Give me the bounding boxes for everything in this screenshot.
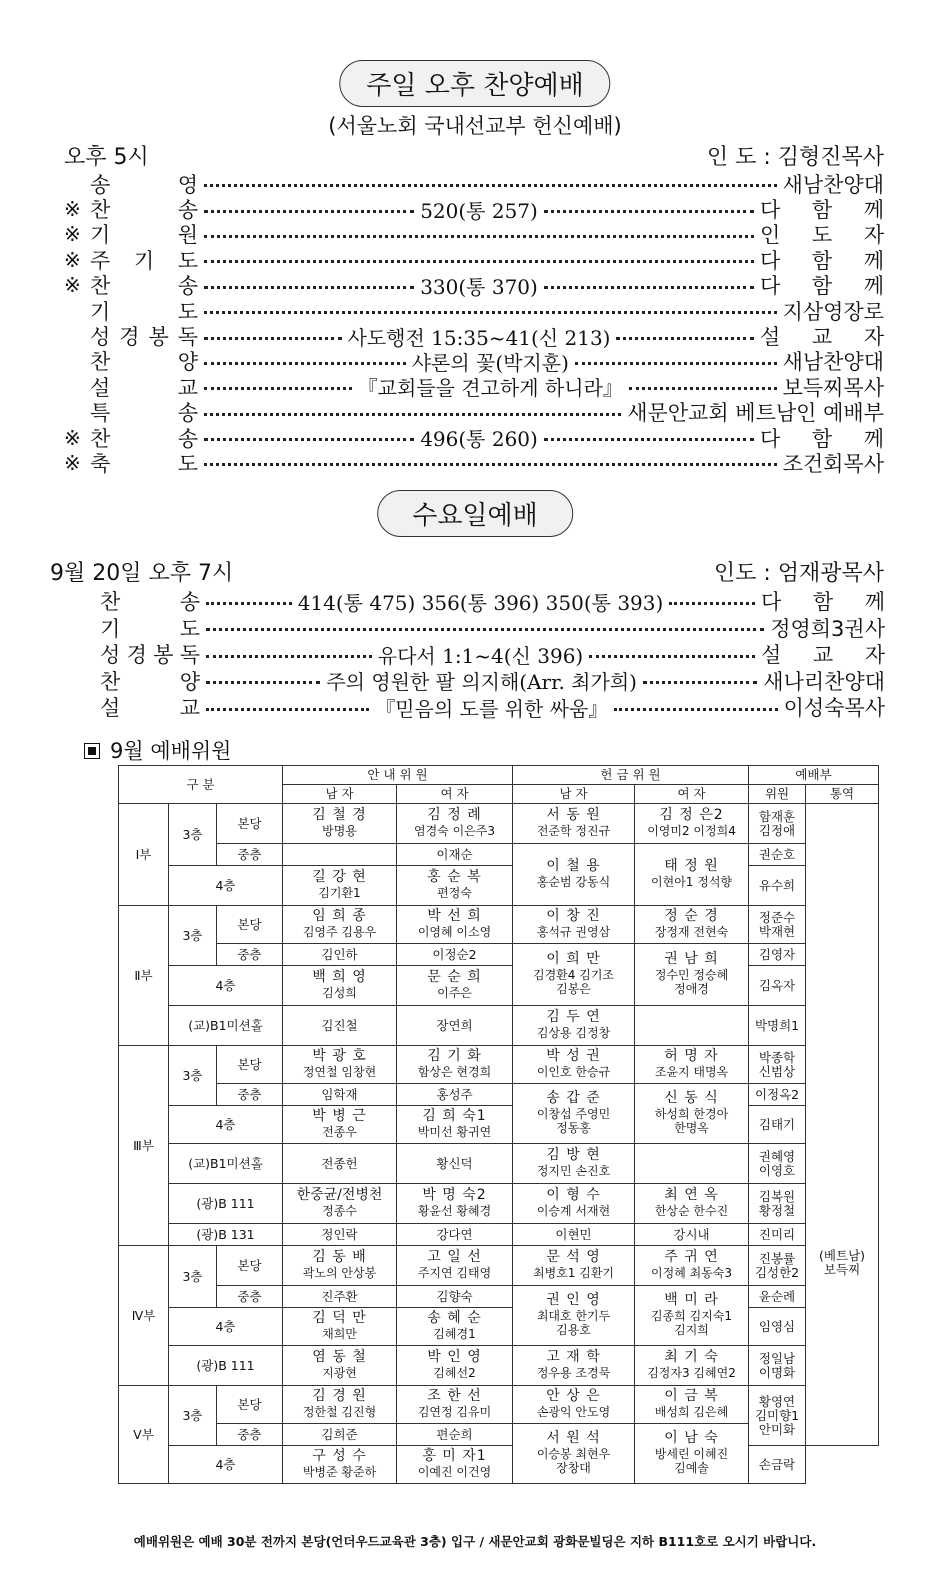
cell: 박 선 희 이영혜 이소영	[397, 906, 513, 944]
cell: 문 순 희 이주은	[397, 966, 513, 1006]
cell: 김희준	[283, 1424, 397, 1446]
loc-main-hall: 본당	[217, 906, 283, 944]
program-item-name: 특 송	[90, 401, 198, 426]
sunday-title: 주일 오후 찬양예배	[339, 60, 610, 107]
cell: 구 성 수 박병준 황준하	[283, 1446, 397, 1484]
cell: 권 인 영 최대호 한기두 김용호	[513, 1286, 635, 1346]
cell: 이현민	[513, 1224, 635, 1246]
loc-mezzanine: 중층	[217, 944, 283, 966]
dot-leader	[204, 195, 754, 224]
floor-4: 4층	[169, 1446, 283, 1484]
program-item-name: 기 도	[100, 616, 200, 641]
floor-3: 3층	[169, 1386, 217, 1446]
loc-b111: (광)B 111	[169, 1346, 283, 1386]
wednesday-order-of-service	[100, 588, 885, 721]
cell: 허 명 자 조윤지 태명옥	[635, 1046, 749, 1084]
program-row	[64, 374, 884, 399]
loc-b1-mission-hall: (교)B1미션홀	[169, 1006, 283, 1046]
cell: 김 동 배 곽노의 안상봉	[283, 1246, 397, 1286]
cell: 김 방 현 정지민 손진호	[513, 1144, 635, 1184]
program-item-detail: 사도행전 15:35~41(신 213)	[347, 325, 611, 350]
program-item-name: 성 경 봉 독	[100, 643, 200, 668]
cell: 서 동 원 전준학 정진규	[513, 804, 635, 844]
cell: 이재순	[397, 844, 513, 866]
cell: 정인락	[283, 1224, 397, 1246]
program-item-person: 보득찌목사	[782, 375, 884, 400]
program-row	[64, 349, 884, 374]
cell: 김영자	[749, 944, 806, 966]
cell: 강시내	[635, 1224, 749, 1246]
dot-leader	[204, 409, 621, 416]
program-row	[64, 196, 884, 221]
program-item-person: 설 교 자	[761, 643, 885, 668]
part-3: Ⅲ부	[119, 1046, 169, 1246]
cell: 조 한 선 김연정 김유미	[397, 1386, 513, 1424]
dot-leader	[206, 640, 755, 669]
cell: 박 성 권 이인호 한승규	[513, 1046, 635, 1084]
wednesday-time: 9월 20일 오후 7시	[50, 561, 234, 586]
dot-leader	[206, 587, 755, 616]
program-item-name: 찬 양	[90, 350, 198, 375]
cell: 김옥자	[749, 966, 806, 1006]
cell: 박 광 호 정연철 임창현	[283, 1046, 397, 1084]
header-member: 위원	[749, 785, 806, 804]
floor-3: 3층	[169, 804, 217, 866]
roster-footnote: 예배위원은 예배 30분 전까지 본당(언더우드교육관 3층) 입구 / 새문안교회 광화문빌딩은 지하 B111호로 오시기 바랍니다.	[133, 1534, 817, 1549]
dot-leader	[204, 307, 777, 314]
cell: 김인하	[283, 944, 397, 966]
cell: 최 연 옥 한상순 한수진	[635, 1184, 749, 1224]
program-item-person: 이성숙목사	[783, 696, 885, 721]
cell: 권혜영 이영호	[749, 1144, 806, 1184]
program-item-name: 기 도	[90, 299, 198, 324]
program-item-detail: 샤론의 꽃(박지훈)	[411, 350, 569, 375]
cell: 임학재	[283, 1084, 397, 1106]
cell: 정준수 박재현	[749, 906, 806, 944]
program-item-name: 찬 양	[100, 669, 200, 694]
dot-leader	[206, 666, 757, 695]
cell: 이 남 숙 방세린 이혜진 김예솔	[635, 1424, 749, 1484]
floor-3: 3층	[169, 1246, 217, 1308]
cell: 김 정 은2 이영미2 이정희4	[635, 804, 749, 844]
dot-leader	[204, 423, 754, 452]
header-interp: 통역	[806, 785, 879, 804]
program-row	[64, 323, 884, 348]
floor-4: 4층	[169, 866, 283, 906]
cell: 김 정 례 염경숙 이은주3	[397, 804, 513, 844]
cell: 김태기	[749, 1106, 806, 1144]
cell: 정 순 경 장정재 전현숙	[635, 906, 749, 944]
cell: 박종학 신범상	[749, 1046, 806, 1084]
program-row	[64, 450, 884, 475]
cell	[635, 1144, 749, 1184]
cell: 고 일 선 주지연 김태영	[397, 1246, 513, 1286]
cell: 이 금 복 배성희 김은혜	[635, 1386, 749, 1424]
program-item-detail: 주의 영원한 팔 의지해(Arr. 최가희)	[326, 670, 637, 695]
floor-3: 3층	[169, 1046, 217, 1106]
program-item-name: 기 원	[90, 223, 198, 248]
dot-leader	[204, 256, 754, 263]
cell: 한중균/전병천 정종수	[283, 1184, 397, 1224]
header-offering-male: 남 자	[513, 785, 635, 804]
header-guide-male: 남 자	[283, 785, 397, 804]
program-item-person: 다 함 께	[761, 590, 885, 615]
cell: 안 상 은 손광익 안도영	[513, 1386, 635, 1424]
floor-4: 4층	[169, 1106, 283, 1144]
cell: 홍성주	[397, 1084, 513, 1106]
program-item-detail: 유다서 1:1~4(신 396)	[377, 643, 584, 668]
cell: 권 남 희 정수민 정승혜 정애경	[635, 944, 749, 1006]
cell: 홍 미 자1 이예진 이건영	[397, 1446, 513, 1484]
loc-b111: (광)B 111	[169, 1184, 283, 1224]
cell: 유수희	[749, 866, 806, 906]
program-item-detail: 520(통 257)	[420, 198, 538, 223]
program-row	[64, 425, 884, 450]
cell	[635, 1006, 749, 1046]
cell: 이 창 진 홍석규 권영삼	[513, 906, 635, 944]
dot-leader	[204, 459, 777, 466]
cell: 문 석 영 최병호1 김환기	[513, 1246, 635, 1286]
header-offering: 헌 금 위 원	[513, 766, 749, 785]
loc-main-hall: 본당	[217, 1046, 283, 1084]
cell: 권순호	[749, 844, 806, 866]
sunday-time: 오후 5시	[64, 145, 149, 170]
loc-mezzanine: 중층	[217, 844, 283, 866]
program-item-person: 인 도 자	[760, 223, 884, 248]
cell: 이 형 수 이승계 서재현	[513, 1184, 635, 1224]
program-row	[64, 400, 884, 425]
cell: 이정순2	[397, 944, 513, 966]
cell: 손금락	[749, 1446, 806, 1484]
program-item-detail: 『믿음의 도를 위한 싸움』	[375, 696, 609, 721]
cell: 김 철 경 방명용	[283, 804, 397, 844]
standing-mark: ※	[64, 273, 81, 298]
cell: 이 철 용 홍순범 강동식	[513, 844, 635, 906]
cell: 송 혜 순 김혜경1	[397, 1308, 513, 1346]
program-item-person: 조건회목사	[782, 452, 884, 476]
program-row	[100, 641, 885, 668]
cell: 정일남 이명화	[749, 1346, 806, 1386]
dot-leader	[206, 624, 764, 631]
dot-leader	[204, 180, 777, 187]
dot-leader	[204, 231, 754, 238]
program-row	[64, 222, 884, 247]
floor-3: 3층	[169, 906, 217, 966]
program-row	[64, 273, 884, 298]
program-item-name: 찬 송	[100, 590, 200, 615]
roster-table	[118, 765, 879, 1484]
header-offering-female: 여 자	[635, 785, 749, 804]
standing-mark: ※	[64, 222, 81, 247]
cell: 김 경 원 정한철 김진형	[283, 1386, 397, 1424]
program-item-person: 새남찬양대	[782, 172, 884, 197]
loc-mezzanine: 중층	[217, 1424, 283, 1446]
cell: 김 기 화 함상은 현경희	[397, 1046, 513, 1084]
program-item-person: 지삼영장로	[782, 299, 884, 324]
standing-mark: ※	[64, 247, 81, 272]
program-item-detail: 414(통 475) 356(통 396) 350(통 393)	[297, 590, 664, 615]
sunday-leader: 인 도 : 김형진목사	[706, 145, 884, 170]
program-item-person: 다 함 께	[760, 248, 884, 273]
program-item-name: 설 교	[90, 375, 198, 400]
cell: 고 재 학 정우용 조경묵	[513, 1346, 635, 1386]
cell: 전종헌	[283, 1144, 397, 1184]
roster-heading	[84, 735, 231, 765]
cell: 박명희1	[749, 1006, 806, 1046]
program-row	[64, 298, 884, 323]
floor-4: 4층	[169, 1308, 283, 1346]
program-item-name: 설 교	[100, 696, 200, 721]
cell: 태 정 원 이현아1 정석향	[635, 844, 749, 906]
program-item-person: 다 함 께	[760, 198, 884, 223]
cell: 임 희 종 김영주 김용우	[283, 906, 397, 944]
program-item-person: 새나리찬양대	[763, 669, 885, 694]
program-row	[64, 247, 884, 272]
program-item-name: 찬 송	[90, 274, 198, 299]
cell: 이정옥2	[749, 1084, 806, 1106]
program-row	[64, 171, 884, 196]
cell: 윤순례	[749, 1286, 806, 1308]
header-worship: 예배부	[749, 766, 879, 785]
part-5: Ⅴ부	[119, 1386, 169, 1484]
cell: 신 동 식 하성희 한경아 한명옥	[635, 1084, 749, 1144]
cell: 김 두 연 김상용 김정창	[513, 1006, 635, 1046]
program-item-name: 성 경 봉 독	[90, 325, 198, 350]
cell: 홍 순 복 편정숙	[397, 866, 513, 906]
loc-mezzanine: 중층	[217, 1084, 283, 1106]
cell: 함재훈 김정애	[749, 804, 806, 844]
program-item-person: 정영희3권사	[770, 616, 885, 641]
sunday-order-of-service	[64, 171, 884, 476]
header-guide: 안 내 위 원	[283, 766, 513, 785]
cell: 김진철	[283, 1006, 397, 1046]
cell: 이 희 만 김경환4 김기조 김봉은	[513, 944, 635, 1006]
part-2: Ⅱ부	[119, 906, 169, 1046]
loc-main-hall: 본당	[217, 1386, 283, 1424]
cell: 김향숙	[397, 1286, 513, 1308]
program-row	[100, 588, 885, 615]
cell: 염 동 철 지광현	[283, 1346, 397, 1386]
cell: 백 희 영 김성희	[283, 966, 397, 1006]
program-row	[100, 694, 885, 721]
program-item-name: 찬 송	[90, 426, 198, 451]
cell: 백 미 라 김종희 김지숙1 김지희	[635, 1286, 749, 1346]
loc-main-hall: 본당	[217, 804, 283, 844]
roster-heading-text: 9월 예배위원	[110, 739, 232, 763]
program-item-person: 다 함 께	[760, 426, 884, 451]
cell: 주 귀 연 이정혜 최동숙3	[635, 1246, 749, 1286]
wednesday-leader: 인도 : 엄재광목사	[713, 561, 884, 586]
cell: 김 덕 만 채희만	[283, 1308, 397, 1346]
program-item-detail: 330(통 370)	[420, 274, 538, 299]
cell: 박 병 근 전종우	[283, 1106, 397, 1144]
loc-b131: (광)B 131	[169, 1224, 283, 1246]
program-item-person: 새문안교회 베트남인 예배부	[627, 401, 884, 426]
program-item-person: 새남찬양대	[782, 350, 884, 375]
part-4: Ⅳ부	[119, 1246, 169, 1386]
cell: 편순희	[397, 1424, 513, 1446]
cell: 서 원 석 이승봉 최현우 장창대	[513, 1424, 635, 1484]
cell: 진미리	[749, 1224, 806, 1246]
cell: 송 갑 준 이창섭 주영민 정동홍	[513, 1084, 635, 1144]
program-row	[100, 668, 885, 695]
program-item-detail: 『교회들을 견고하게 하니라』	[357, 376, 623, 401]
part-1: Ⅰ부	[119, 804, 169, 906]
dot-leader	[206, 693, 778, 722]
standing-mark: ※	[64, 425, 81, 450]
program-item-name: 주 기 도	[90, 248, 198, 273]
loc-b1-mission-hall: (교)B1미션홀	[169, 1144, 283, 1184]
cell: 임영심	[749, 1308, 806, 1346]
program-item-person: 다 함 께	[760, 274, 884, 299]
program-item-name: 축 도	[90, 452, 198, 476]
program-row	[100, 615, 885, 642]
cell: 진주환	[283, 1286, 397, 1308]
cell: 길 강 현 김기환1	[283, 866, 397, 906]
program-item-name: 찬 송	[90, 198, 198, 223]
header-gubun: 구 분	[119, 766, 283, 804]
program-item-person: 설 교 자	[760, 325, 884, 350]
cell: 김 희 숙1 박미선 황귀연	[397, 1106, 513, 1144]
cell: 진봉률 김성한2	[749, 1246, 806, 1286]
header-guide-female: 여 자	[397, 785, 513, 804]
loc-main-hall: 본당	[217, 1246, 283, 1286]
cell	[283, 844, 397, 866]
cell: 강다연	[397, 1224, 513, 1246]
cell: 최 기 숙 김정자3 김혜연2	[635, 1346, 749, 1386]
cell: 김복원 황정철	[749, 1184, 806, 1224]
sunday-subtitle: (서울노회 국내선교부 헌신예배)	[328, 114, 622, 138]
interp-cell: (베트남) 보득찌	[806, 804, 879, 1446]
floor-4: 4층	[169, 966, 283, 1006]
program-item-detail: 496(통 260)	[420, 427, 538, 452]
cell: 박 명 숙2 황윤선 황혜경	[397, 1184, 513, 1224]
program-item-name: 송 영	[90, 172, 198, 197]
cell: 장연희	[397, 1006, 513, 1046]
loc-mezzanine: 중층	[217, 1286, 283, 1308]
cell: 황신덕	[397, 1144, 513, 1184]
cell: 황영연 김미향1 안미화	[749, 1386, 806, 1446]
wednesday-title: 수요일예배	[377, 490, 573, 537]
cell: 박 인 영 김혜선2	[397, 1346, 513, 1386]
dot-leader	[204, 271, 754, 300]
standing-mark: ※	[64, 197, 81, 222]
square-bullet-icon	[84, 743, 100, 759]
standing-mark: ※	[64, 450, 81, 475]
